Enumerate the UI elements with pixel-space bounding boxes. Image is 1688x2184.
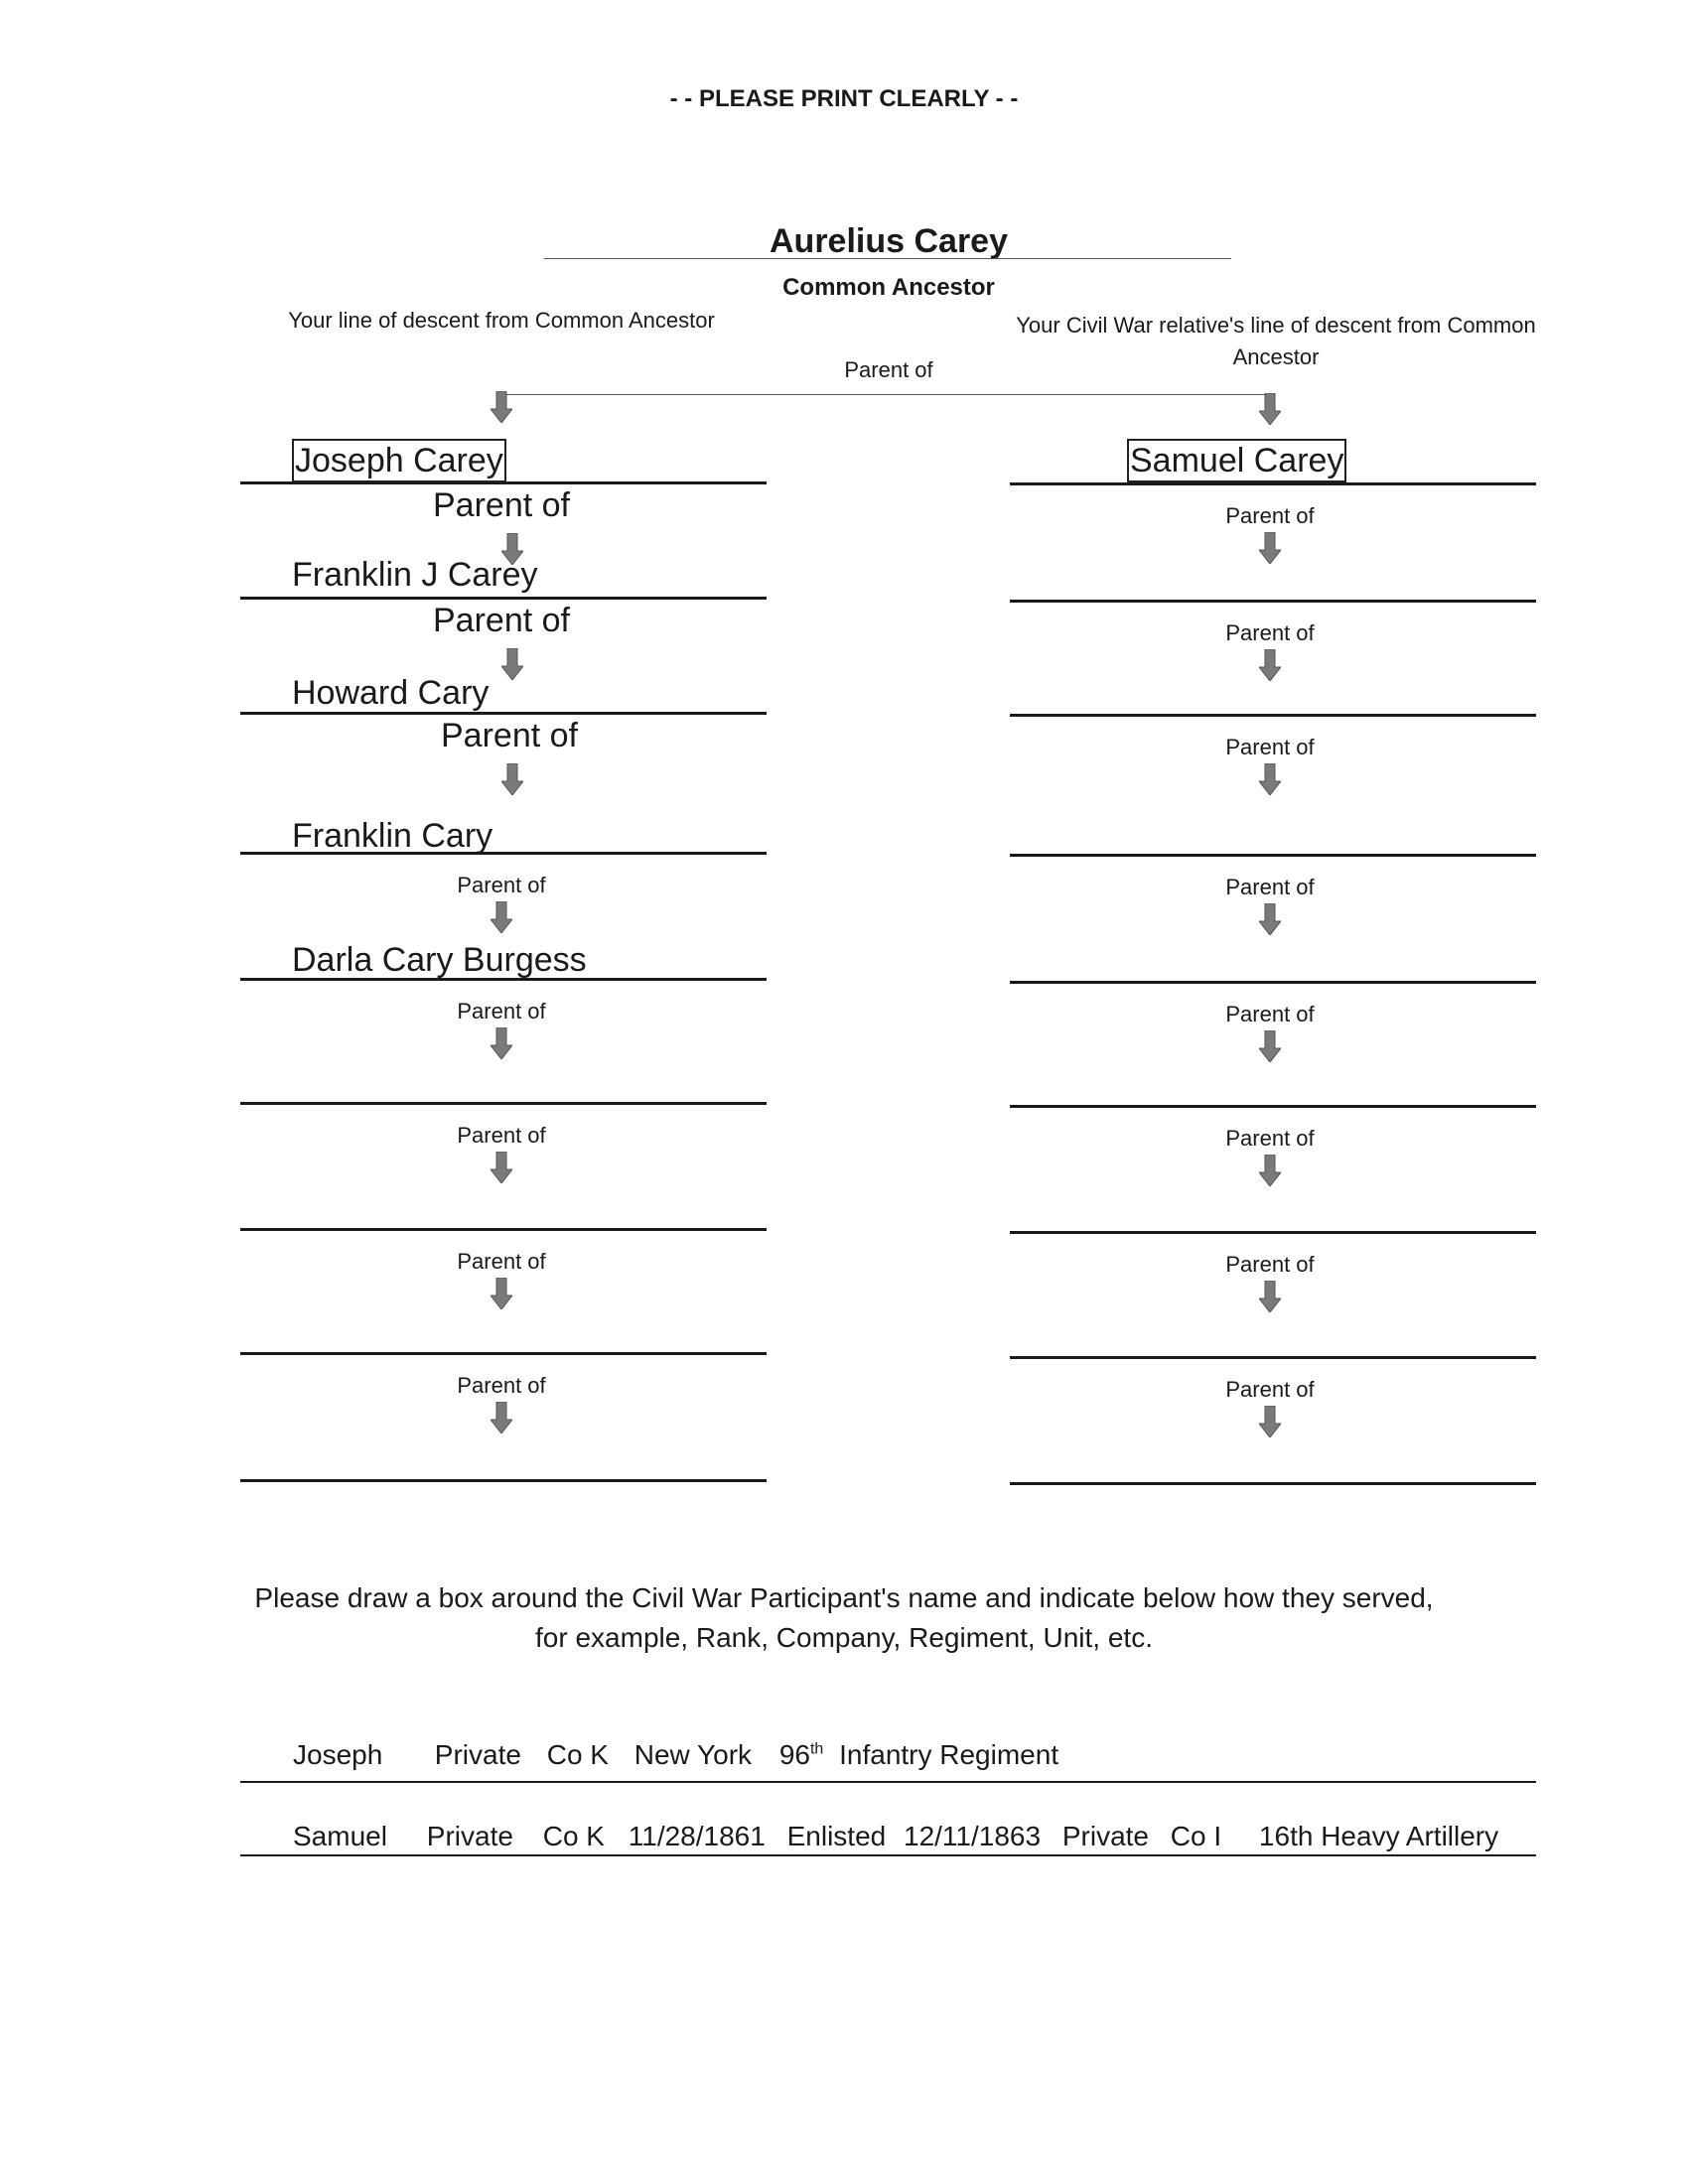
top-parent-of-label: Parent of bbox=[844, 357, 933, 382]
service-rank: Private bbox=[426, 1821, 513, 1851]
service-line-2 bbox=[240, 1854, 1536, 1856]
instructions-line-1: Please draw a box around the Civil War Participant's name and indicate below how they served, bbox=[254, 1582, 1434, 1613]
service-name: Samuel bbox=[293, 1821, 387, 1851]
left-arrow-5 bbox=[491, 1027, 512, 1059]
top-left-arrow bbox=[491, 391, 512, 423]
right-parent-of-4: Parent of bbox=[1225, 875, 1315, 899]
left-line-7 bbox=[240, 1228, 767, 1231]
left-name-1: Joseph Carey bbox=[292, 439, 506, 482]
right-arrow-3 bbox=[1259, 763, 1281, 795]
service-unit: 16th Heavy Artillery bbox=[1258, 1821, 1499, 1851]
left-line-2 bbox=[240, 597, 767, 600]
left-parent-of-8: Parent of bbox=[457, 1373, 546, 1398]
service-record-joseph bbox=[293, 1739, 1058, 1771]
service-event: Enlisted bbox=[786, 1821, 887, 1851]
service-company: Co K bbox=[542, 1821, 605, 1851]
right-arrow-2 bbox=[1259, 649, 1281, 681]
right-line-3 bbox=[1010, 714, 1536, 717]
service-regiment-number: 96th bbox=[778, 1739, 824, 1770]
left-line-8 bbox=[240, 1352, 767, 1355]
service-company: Co K bbox=[546, 1739, 609, 1770]
service-record-samuel bbox=[293, 1821, 1498, 1852]
top-right-arrow bbox=[1259, 393, 1281, 425]
right-parent-of-5: Parent of bbox=[1225, 1002, 1315, 1026]
left-parent-of-6: Parent of bbox=[457, 1123, 546, 1148]
right-parent-of-7: Parent of bbox=[1225, 1252, 1315, 1277]
service-rank: Private bbox=[434, 1739, 521, 1770]
common-ancestor-caption: Common Ancestor bbox=[782, 274, 995, 301]
right-line-8 bbox=[1010, 1356, 1536, 1359]
ancestor-underline bbox=[544, 258, 1231, 259]
service-line-1 bbox=[240, 1781, 1536, 1783]
right-arrow-4 bbox=[1259, 903, 1281, 935]
right-arrow-1 bbox=[1259, 532, 1281, 564]
left-arrow-8 bbox=[491, 1402, 512, 1433]
right-line-1 bbox=[1010, 482, 1536, 485]
left-line-6 bbox=[240, 1102, 767, 1105]
service-company-2: Co I bbox=[1170, 1821, 1222, 1851]
left-parent-of-1: Parent of bbox=[433, 486, 570, 524]
left-arrow-4 bbox=[491, 901, 512, 933]
right-arrow-8 bbox=[1259, 1406, 1281, 1437]
right-line-6 bbox=[1010, 1105, 1536, 1108]
left-line-9 bbox=[240, 1479, 767, 1482]
right-parent-of-1: Parent of bbox=[1225, 503, 1315, 528]
right-line-4 bbox=[1010, 854, 1536, 857]
right-line-2 bbox=[1010, 600, 1536, 603]
left-arrow-3 bbox=[501, 763, 523, 795]
service-regiment-type: Infantry Regiment bbox=[839, 1739, 1059, 1770]
right-line-5 bbox=[1010, 981, 1536, 984]
instructions bbox=[0, 1578, 1688, 1658]
right-parent-of-8: Parent of bbox=[1225, 1377, 1315, 1402]
right-parent-of-6: Parent of bbox=[1225, 1126, 1315, 1151]
common-ancestor-name: Aurelius Carey bbox=[770, 222, 1008, 260]
left-name-2: Franklin J Carey bbox=[292, 556, 538, 594]
service-date-2: 12/11/1863 bbox=[904, 1821, 1042, 1851]
form-header: - - PLEASE PRINT CLEARLY - - bbox=[669, 85, 1019, 112]
left-name-3: Howard Cary bbox=[292, 674, 490, 712]
left-parent-of-3: Parent of bbox=[441, 717, 578, 754]
left-arrow-6 bbox=[491, 1152, 512, 1183]
left-parent-of-2: Parent of bbox=[433, 602, 570, 639]
right-parent-of-2: Parent of bbox=[1225, 620, 1315, 645]
service-regiment-suffix: th bbox=[809, 1740, 824, 1758]
right-arrow-5 bbox=[1259, 1030, 1281, 1062]
right-line-7 bbox=[1010, 1231, 1536, 1234]
service-rank-2: Private bbox=[1061, 1821, 1149, 1851]
service-date-1: 11/28/1861 bbox=[628, 1821, 766, 1851]
left-parent-of-4: Parent of bbox=[457, 873, 546, 897]
service-state: New York bbox=[633, 1739, 753, 1770]
left-column-label: Your line of descent from Common Ancestor bbox=[288, 308, 715, 333]
right-name-1: Samuel Carey bbox=[1127, 439, 1346, 482]
left-parent-of-7: Parent of bbox=[457, 1249, 546, 1274]
left-name-4: Franklin Cary bbox=[292, 817, 493, 855]
right-arrow-6 bbox=[1259, 1155, 1281, 1186]
left-arrow-2 bbox=[501, 648, 523, 680]
left-name-5: Darla Cary Burgess bbox=[292, 941, 587, 979]
left-arrow-7 bbox=[491, 1278, 512, 1309]
right-column-label: Your Civil War relative's line of descent from Common Ancestor bbox=[1016, 313, 1536, 369]
service-name: Joseph bbox=[293, 1739, 383, 1770]
right-line-9 bbox=[1010, 1482, 1536, 1485]
top-connector-line bbox=[501, 394, 1268, 395]
instructions-line-2: for example, Rank, Company, Regiment, Unit, etc. bbox=[535, 1622, 1153, 1653]
right-parent-of-3: Parent of bbox=[1225, 735, 1315, 759]
left-parent-of-5: Parent of bbox=[457, 999, 546, 1024]
right-arrow-7 bbox=[1259, 1281, 1281, 1312]
